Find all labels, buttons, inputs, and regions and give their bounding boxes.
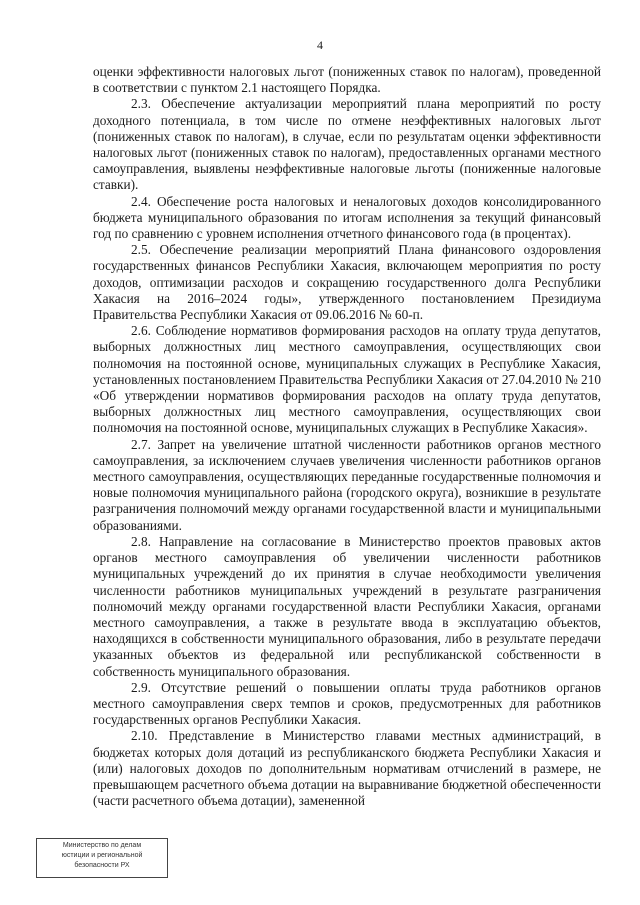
paragraph-2-4: 2.4. Обеспечение роста налоговых и неналоговых доходов консолидированного бюджета муниципального образования по итогам исполнения за текущий финансовый год по сравнению с уровнем исполнения отчетного финансового года (в процентах). — [93, 193, 601, 242]
stamp-line-2: юстиции и региональной — [61, 852, 143, 859]
page-number: 4 — [317, 38, 323, 52]
paragraph-2-9: 2.9. Отсутствие решений о повышении оплаты труда работников органов местного самоуправления сверх темпов и сроков, предусмотренных для работников государственных органов Республики Хакасия. — [93, 679, 601, 728]
paragraph-2-3: 2.3. Обеспечение актуализации мероприятий плана мероприятий по росту доходного потенциала, в том числе по отмене неэффективных налоговых льгот (пониженных ставок по налогам), в случае, если по результатам оценки эффективности налоговых льгот (пониженных ставок по налогам), предоставленных органами местного самоуправления, выявлены неэффективные налоговые льготы (пониженные налоговые ставки). — [93, 96, 601, 193]
paragraph-continuation: оценки эффективности налоговых льгот (пониженных ставок по налогам), проведенной в соответствии с пунктом 2.1 настоящего Порядка. — [93, 64, 601, 96]
paragraph-2-8: 2.8. Направление на согласование в Министерство проектов правовых актов органов местного самоуправления об увеличении численности работников муниципальных учреждений до их принятия в случае необходимости увеличения численности работников муниципальных учреждений в результате разграничения полномочий между органами государственной власти Республики Хакасия, органами местного самоуправления, а также в результате ввода в эксплуатацию объектов, находящихся в собственности муниципального образования, либо в результате передачи указанных объектов из федеральной или республиканской собственности в собственность муниципального образования. — [93, 533, 601, 679]
paragraph-2-5: 2.5. Обеспечение реализации мероприятий Плана финансового оздоровления государственных финансов Республики Хакасия, включающем мероприятия по росту доходов, оптимизации расходов и сокращению государственного долга Республики Хакасия на 2016–2024 годы», утвержденного постановлением Президиума Правительства Республики Хакасия от 09.06.2016 № 60-п. — [93, 242, 601, 323]
stamp-line-1: Министерство по делам — [62, 842, 142, 849]
stamp-line-3: безопасности РХ — [74, 862, 130, 869]
document-body — [93, 64, 601, 809]
paragraph-2-6: 2.6. Соблюдение нормативов формирования расходов на оплату труда депутатов, выборных должностных лиц местного самоуправления, осуществляющих свои полномочия на постоянной основе, муниципальных служащих в Республике Хакасия, установленных постановлением Правительства Республики Хакасия от 27.04.2010 № 210 «Об утверждении нормативов формирования расходов на оплату труда депутатов, выборных должностных лиц местного самоуправления, осуществляющих свои полномочия на постоянной основе, муниципальных служащих в Республике Хакасия». — [93, 323, 601, 436]
paragraph-2-7: 2.7. Запрет на увеличение штатной численности работников органов местного самоуправления, за исключением случаев увеличения численности работников органов местного самоуправления, осуществляющих переданные государственные полномочия и новые полномочия муниципального района (городского округа), возникшие в результате разграничения полномочий между органами государственной власти и муниципальными образованиями. — [93, 436, 601, 533]
registration-stamp — [36, 838, 168, 878]
paragraph-2-10: 2.10. Представление в Министерство главами местных администраций, в бюджетах которых доля дотаций из республиканского бюджета Республики Хакасия и (или) налоговых доходов по дополнительным нормативам отчислений в размере, не превышающем расчетного объема дотации на выравнивание бюджетной обеспеченности (части расчетного объема дотации), замененной — [93, 728, 601, 809]
